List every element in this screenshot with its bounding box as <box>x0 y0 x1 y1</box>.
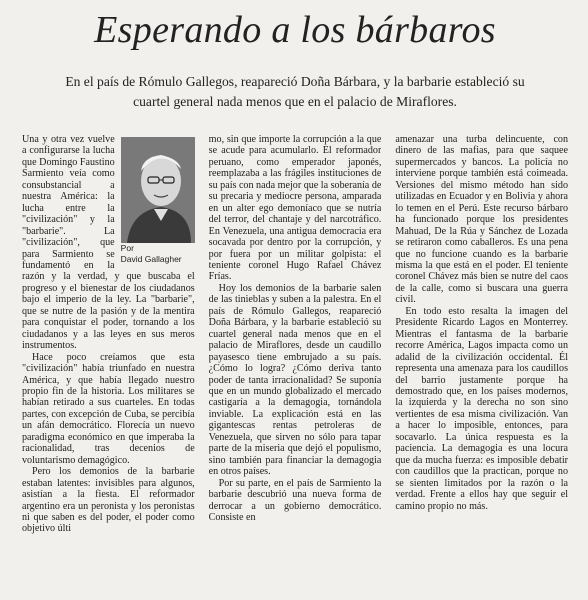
paragraph: amenazar una turba delincuente, con dinero de las mafias, para que saquee supermercados y bancos. La policía no interviene porque también está coimeada. Versiones del mismo método han sido utilizadas en Ecuador y en Bolivia y ahora lo temen en el Perú. Este recurso bárbaro ha funcionado porque los presidentes Mahuad, De la Rúa y Sánchez de Lozada se retiraron como caballeros. Es una pena que no funcione cuando es la barbarie misma la que está en el poder. El teniente coronel Chávez más bien se nutre del caos de la calle, como si buscara una guerra civil. <box>395 134 569 306</box>
author-name: David Gallagher <box>120 254 182 265</box>
article-column-2 <box>209 134 382 592</box>
author-byline <box>121 243 182 264</box>
paragraph: En todo esto resalta la imagen del Presidente Ricardo Lagos en Monterrey. Mientras el fantasma de la barbarie recorre América, Lagos impacta como un adalid de la civilización occidental. Él representa una amenaza para los caudillos del barrio justamente porque ha demostrado que, en los países modernos, la izquierda y la derecha no son sino vertientes de esa misma civilización. Van a hacer lo imposible, entonces, para socavarlo. La única respuesta es la paciencia. La demagogia es una locura que da mucha fuerza: es imposible debatir con caudillos que la practican, porque no se sienten limitados por la razón o la verdad. Frente a ellos hay que seguir el camino propio no más. <box>395 305 569 512</box>
paragraph-text: Una y otra vez vuelve a configurarse la lucha que Domingo Faustino Sarmiento veía como consubstancial a nuestra América: la lucha entre la "civilización" y la "barbarie". La "civilización", que para Sarmiento se fundamentó en la razón y la verdad, y que buscaba el progreso y el bienestar de los ciudadanos bajo el imperio de la ley. La "barbarie", que se nutre de la pasión y de la mentira para conquistar el poder, tornando a los ciudadanos y a las leyes en sus meros instrumentos. <box>22 134 195 352</box>
byline-prefix: Por <box>120 243 134 253</box>
paragraph <box>22 134 195 352</box>
author-photo <box>121 137 195 243</box>
paragraph: Hoy los demonios de la barbarie salen de las tinieblas y suben a la palestra. En el país de Rómulo Gallegos, reapareció Doña Bárbara, y la barbarie estableció su cuartel general nada menos que en el palacio de Miraflores, desde un caudillo payasesco tiene embrujado a su país. ¿Cómo lo logra? ¿Cómo deriva tanto poder de tanta irracionalidad? Se suponía que en un mundo globalizado el mercado castigaría a la demagogia, tornándola inviable. La explicación está en las gigantescas rentas petroleras de Venezuela, que sirven no sólo para tapar parte de la miseria que dejó el populismo, sino también para financiar la demagogia en otros países. <box>208 282 382 478</box>
paragraph: Pero los demonios de la barbarie estaban latentes: invisibles para algunos, asistían a la fiesta. El reformador argentino era un peronista y los peronistas ni que saben es del poder, el poder como objetivo últi <box>22 466 195 535</box>
article-column-1 <box>22 134 195 592</box>
article-column-3 <box>395 134 568 592</box>
standfirst: En el país de Rómulo Gallegos, reapareció Doña Bárbara, y la barbarie estableció su cuartel general nada menos que en el palacio de Miraflores. <box>65 74 525 109</box>
paragraph: Hace poco creíamos que esta "civilización" había triunfado en nuestra América, y que había llegado nuestro propio fin de la historia. Los militares se habían retirado a sus cuarteles. En todas partes, con excepción de Cuba, se percibía un afán democrático. Florecía un nuevo paradigma económico en que imperaba la racionalidad, tras decenios de voluntarismo demagógico. <box>22 351 195 466</box>
paragraph: mo, sin que importe la corrupción a la que se acude para acumularlo. El reformador peruano, como emperador japonés, reemplazaba a las frágiles instituciones de su país con nada mejor que la soberanía de su precaria y mediocre persona, amparada en un alter ego demoníaco que se nutría del terror, del chantaje y del narcotráfico. En Venezuela, una antigua democracia era socavada por dentro por la corrupción, y por fuera por un militar golpista: el teniente coronel Hugo Rafael Chávez Frías. <box>208 134 382 283</box>
article-columns <box>22 134 568 592</box>
author-portrait-box <box>121 137 195 266</box>
paragraph: Por su parte, en el país de Sarmiento la barbarie descubrió una nueva forma de derrocar a un gobierno democrático. Consiste en <box>208 477 382 523</box>
headline: Esperando a los bárbaros <box>94 9 496 51</box>
